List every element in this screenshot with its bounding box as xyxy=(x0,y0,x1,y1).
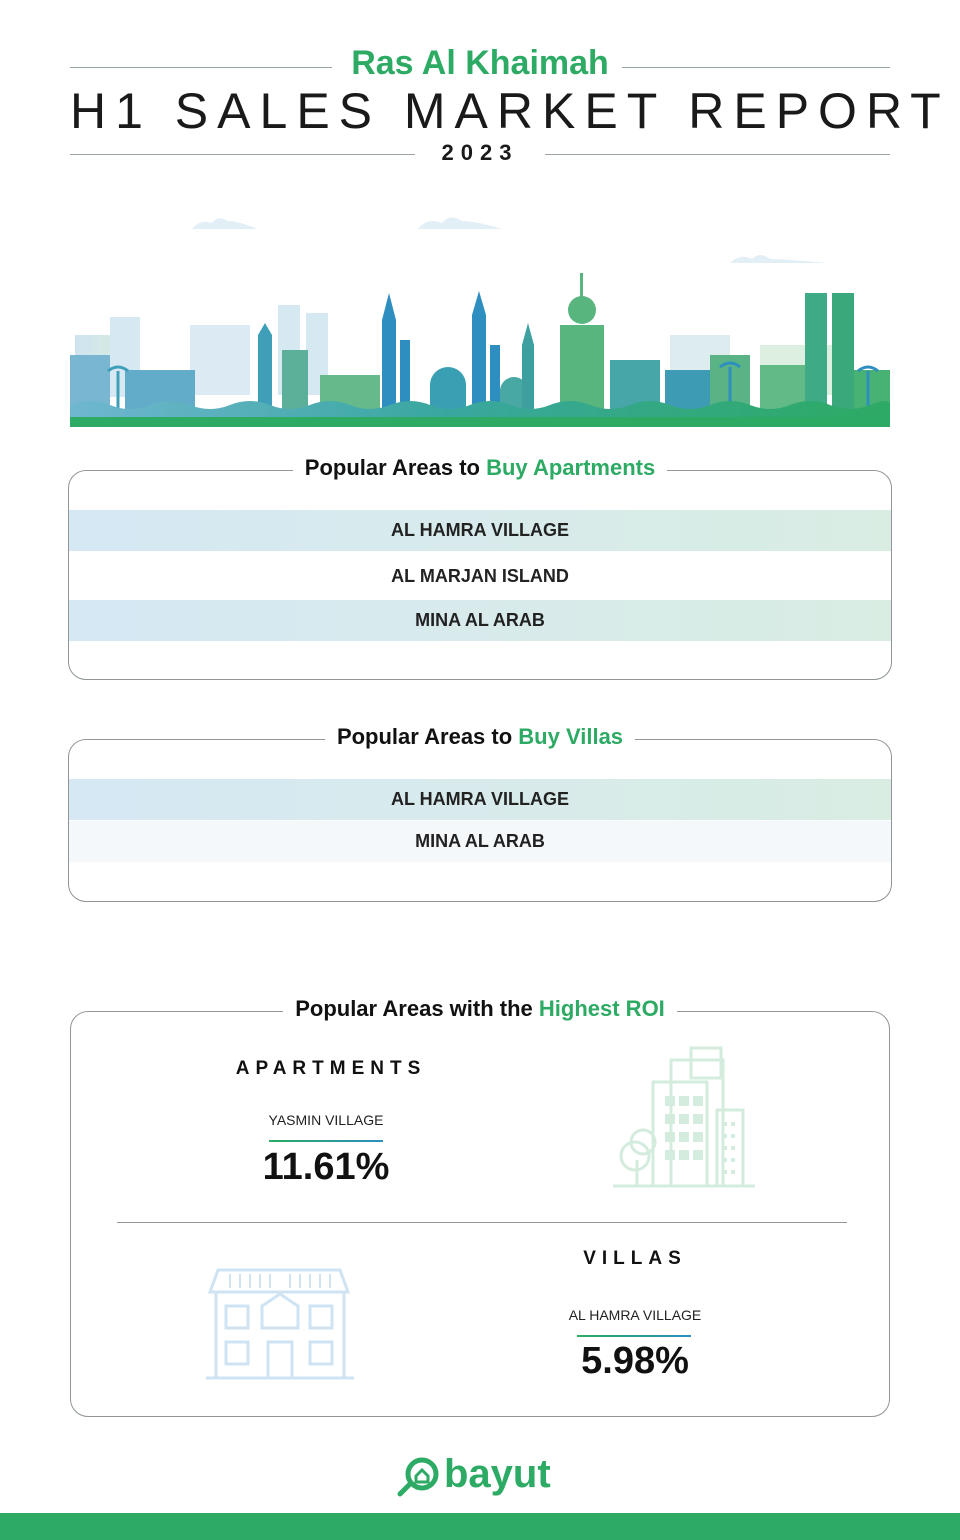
highest-roi-title-accent: Highest ROI xyxy=(538,996,665,1021)
footer-bar xyxy=(0,1513,960,1540)
roi-villas-underline xyxy=(577,1335,691,1337)
buy-villas-card xyxy=(68,724,892,902)
villa-area-row: MINA AL ARAB xyxy=(69,821,891,862)
report-title: H1 SALES MARKET REPORT xyxy=(70,83,950,139)
apartment-area-row: MINA AL ARAB xyxy=(69,600,891,641)
villa-area-row: AL HAMRA VILLAGE xyxy=(69,779,891,820)
apartment-building-icon xyxy=(613,1046,759,1188)
apartment-area-row: AL MARJAN ISLAND xyxy=(69,556,891,597)
villa-house-icon xyxy=(206,1266,354,1382)
roi-divider xyxy=(117,1222,847,1223)
roi-apartments-underline xyxy=(269,1140,383,1142)
roi-apartments-area: YASMIN VILLAGE xyxy=(268,1112,384,1128)
roi-villas-value: 5.98% xyxy=(581,1340,689,1382)
highest-roi-card xyxy=(70,996,890,1417)
city-skyline-illustration xyxy=(70,205,890,427)
bayut-logo xyxy=(396,1452,566,1502)
buy-apartments-title-accent: Buy Apartments xyxy=(486,455,656,480)
apartment-area-row: AL HAMRA VILLAGE xyxy=(69,510,891,551)
report-year: 2023 xyxy=(441,140,519,165)
buy-villas-title: Popular Areas to Buy Villas xyxy=(69,724,891,750)
bayut-wordmark: bayut xyxy=(444,1452,551,1496)
buy-apartments-card xyxy=(68,455,892,680)
bayut-pin-icon xyxy=(396,1456,442,1498)
buy-villas-title-accent: Buy Villas xyxy=(518,724,624,749)
roi-apartments-heading: APARTMENTS xyxy=(235,1058,427,1079)
roi-apartments-value: 11.61% xyxy=(262,1146,390,1188)
roi-villas-heading: VILLAS xyxy=(583,1248,687,1269)
buy-apartments-title: Popular Areas to Buy Apartments xyxy=(69,455,891,481)
highest-roi-title: Popular Areas with the Highest ROI xyxy=(71,996,889,1022)
report-city: Ras Al Khaimah xyxy=(351,44,609,82)
roi-villas-area: AL HAMRA VILLAGE xyxy=(568,1307,702,1323)
